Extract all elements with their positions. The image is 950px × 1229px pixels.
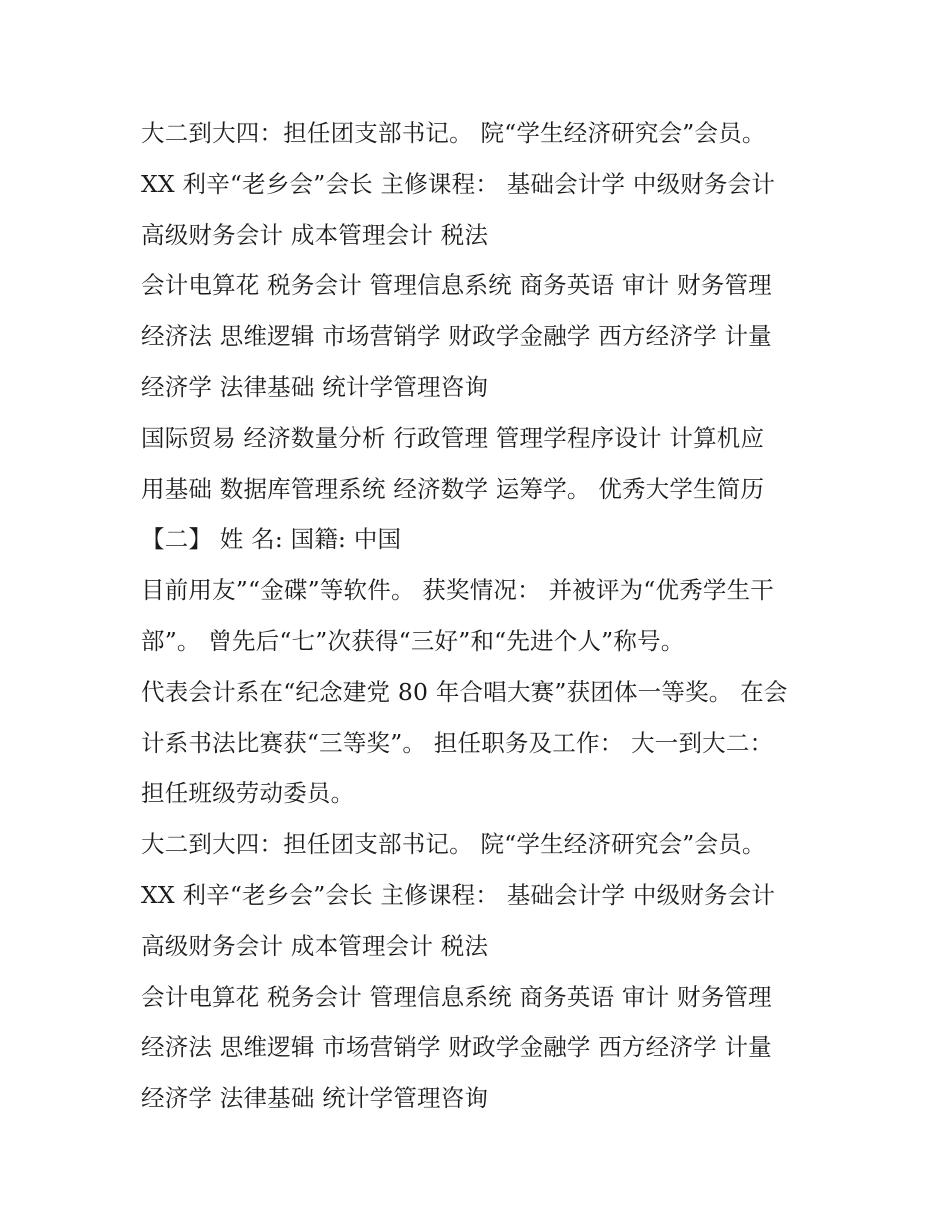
text-line: 经济法 思维逻辑 市场营销学 财政学金融学 西方经济学 计量 [141,322,772,351]
text-line: 用基础 数据库管理系统 经济数学 运筹学。 优秀大学生简历 [141,474,765,503]
text-line: 国际贸易 经济数量分析 行政管理 管理学程序设计 计算机应 [141,423,765,452]
text-line: 大二到大四：担任团支部书记。 院“学生经济研究会”会员。 [141,830,766,859]
text-line: 代表会计系在“纪念建党 80 年合唱大赛”获团体一等奖。 在会 [141,677,788,706]
text-line: 经济学 法律基础 统计学管理咨询 [141,1084,489,1113]
text-line: XX 利辛“老乡会”会长 主修课程： 基础会计学 中级财务会计 [141,169,776,198]
text-line: 目前用友”“金碟”等软件。 获奖情况： 并被评为“优秀学生干 [141,576,774,605]
text-line: 【二】 姓 名: 国籍: 中国 [141,525,402,554]
text-line: 经济学 法律基础 统计学管理咨询 [141,372,489,401]
text-line: 部”。 曾先后“七”次获得“三好”和“先进个人”称号。 [141,626,685,655]
text-line: 会计电算花 税务会计 管理信息系统 商务英语 审计 财务管理 [141,982,772,1011]
text-line: 担任班级劳动委员。 [141,779,355,808]
text-line: 大二到大四：担任团支部书记。 院“学生经济研究会”会员。 [141,119,766,147]
text-line: XX 利辛“老乡会”会长 主修课程： 基础会计学 中级财务会计 [141,880,776,909]
text-line: 计系书法比赛获“三等奖”。 担任职务及工作： 大一到大二： [141,728,774,757]
text-line: 高级财务会计 成本管理会计 税法 [141,931,489,960]
document-body [141,108,821,1124]
text-line: 会计电算花 税务会计 管理信息系统 商务英语 审计 财务管理 [141,271,772,300]
text-line: 经济法 思维逻辑 市场营销学 财政学金融学 西方经济学 计量 [141,1033,772,1062]
text-line: 高级财务会计 成本管理会计 税法 [141,220,489,249]
